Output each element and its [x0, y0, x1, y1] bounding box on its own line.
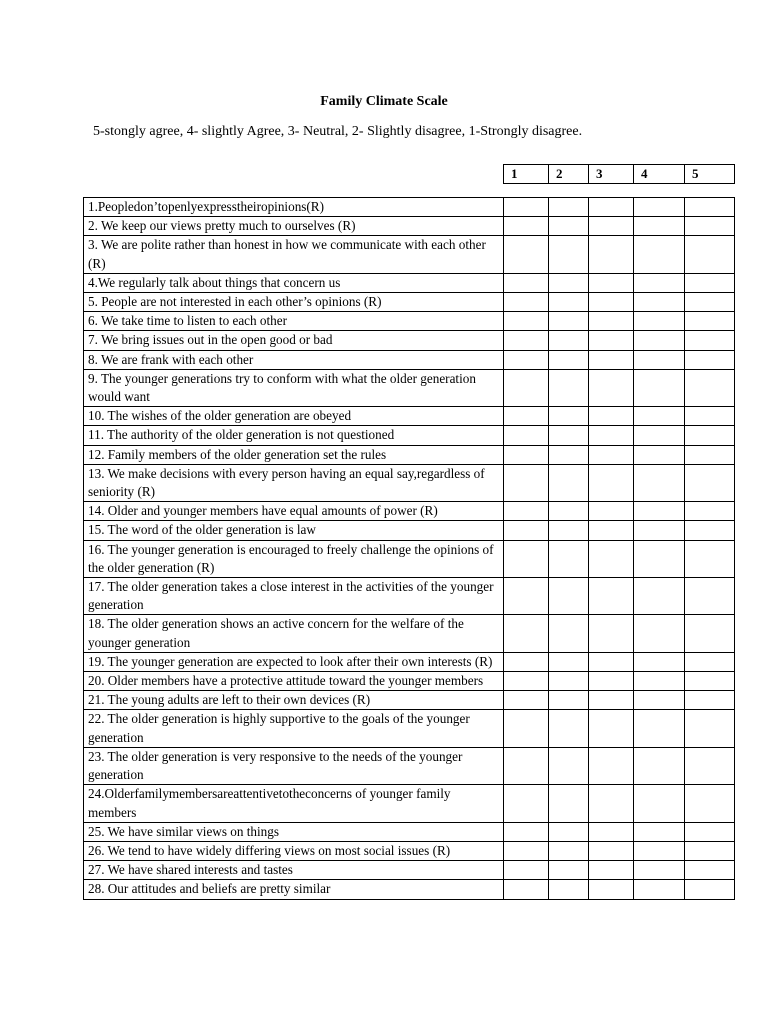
table-row: [84, 710, 735, 747]
response-box-3[interactable]: [589, 822, 634, 841]
response-box-3[interactable]: [589, 785, 634, 822]
response-box-3[interactable]: [589, 672, 634, 691]
response-box-2[interactable]: [549, 822, 589, 841]
item-text: 14. Older and younger members have equal amounts of power (R): [84, 502, 504, 521]
response-box-3[interactable]: [589, 236, 634, 273]
response-box-2[interactable]: [549, 521, 589, 540]
table-row: [84, 350, 735, 369]
response-box-5[interactable]: [685, 672, 735, 691]
response-box-3[interactable]: [589, 273, 634, 292]
response-box-2[interactable]: [549, 841, 589, 860]
response-box-4[interactable]: [634, 502, 685, 521]
response-box-5[interactable]: [685, 822, 735, 841]
response-box-4[interactable]: [634, 312, 685, 331]
response-box-5[interactable]: [685, 407, 735, 426]
response-box-2[interactable]: [549, 578, 589, 615]
table-row: [84, 426, 735, 445]
response-box-4[interactable]: [634, 273, 685, 292]
item-text: 15. The word of the older generation is law: [84, 521, 504, 540]
scale-header-5: 5: [685, 165, 735, 184]
response-box-2[interactable]: [549, 331, 589, 350]
table-row: [84, 691, 735, 710]
response-box-5[interactable]: [685, 521, 735, 540]
response-box-4[interactable]: [634, 880, 685, 899]
response-box-5[interactable]: [685, 652, 735, 671]
response-box-3[interactable]: [589, 217, 634, 236]
response-box-1[interactable]: [504, 861, 549, 880]
response-box-2[interactable]: [549, 198, 589, 217]
table-row: [84, 672, 735, 691]
response-box-2[interactable]: [549, 217, 589, 236]
item-text: 1.Peopledon’topenlyexpresstheiropinions(R): [84, 198, 504, 217]
response-box-1[interactable]: [504, 691, 549, 710]
response-box-3[interactable]: [589, 464, 634, 501]
response-box-3[interactable]: [589, 861, 634, 880]
response-box-4[interactable]: [634, 540, 685, 577]
response-box-1[interactable]: [504, 652, 549, 671]
item-text: 5. People are not interested in each other’s opinions (R): [84, 293, 504, 312]
response-box-2[interactable]: [549, 350, 589, 369]
item-text: 22. The older generation is highly supportive to the goals of the younger generation: [84, 710, 504, 747]
response-box-1[interactable]: [504, 312, 549, 331]
item-text: 20. Older members have a protective attitude toward the younger members: [84, 672, 504, 691]
item-text: 16. The younger generation is encouraged to freely challenge the opinions of the older generation (R): [84, 540, 504, 577]
table-row: [84, 236, 735, 273]
item-text: 8. We are frank with each other: [84, 350, 504, 369]
response-box-1[interactable]: [504, 672, 549, 691]
response-box-5[interactable]: [685, 841, 735, 860]
response-box-3[interactable]: [589, 521, 634, 540]
response-box-2[interactable]: [549, 293, 589, 312]
response-box-1[interactable]: [504, 407, 549, 426]
table-row: [84, 312, 735, 331]
response-box-5[interactable]: [685, 464, 735, 501]
response-box-5[interactable]: [685, 861, 735, 880]
response-box-4[interactable]: [634, 615, 685, 652]
response-box-2[interactable]: [549, 369, 589, 406]
response-box-4[interactable]: [634, 691, 685, 710]
response-box-5[interactable]: [685, 502, 735, 521]
response-box-3[interactable]: [589, 747, 634, 784]
response-box-1[interactable]: [504, 217, 549, 236]
response-box-4[interactable]: [634, 652, 685, 671]
response-box-4[interactable]: [634, 822, 685, 841]
response-box-2[interactable]: [549, 407, 589, 426]
table-row: [84, 880, 735, 899]
scale-header-4: 4: [634, 165, 685, 184]
response-box-3[interactable]: [589, 407, 634, 426]
response-box-1[interactable]: [504, 369, 549, 406]
table-row: [84, 502, 735, 521]
response-box-5[interactable]: [685, 369, 735, 406]
table-row: [84, 747, 735, 784]
table-row: [84, 217, 735, 236]
response-box-5[interactable]: [685, 578, 735, 615]
item-text: 11. The authority of the older generation is not questioned: [84, 426, 504, 445]
response-box-4[interactable]: [634, 672, 685, 691]
table-row: [84, 369, 735, 406]
response-box-3[interactable]: [589, 369, 634, 406]
response-box-4[interactable]: [634, 331, 685, 350]
response-box-2[interactable]: [549, 312, 589, 331]
response-box-1[interactable]: [504, 445, 549, 464]
item-text: 27. We have shared interests and tastes: [84, 861, 504, 880]
response-box-4[interactable]: [634, 861, 685, 880]
table-row: [84, 293, 735, 312]
response-box-4[interactable]: [634, 747, 685, 784]
response-box-3[interactable]: [589, 540, 634, 577]
response-box-1[interactable]: [504, 785, 549, 822]
item-text: 19. The younger generation are expected to look after their own interests (R): [84, 652, 504, 671]
response-box-2[interactable]: [549, 236, 589, 273]
response-box-4[interactable]: [634, 445, 685, 464]
item-text: 9. The younger generations try to conform with what the older generation would want: [84, 369, 504, 406]
response-box-3[interactable]: [589, 502, 634, 521]
response-box-2[interactable]: [549, 710, 589, 747]
response-box-3[interactable]: [589, 615, 634, 652]
response-box-1[interactable]: [504, 502, 549, 521]
response-box-3[interactable]: [589, 652, 634, 671]
response-box-5[interactable]: [685, 540, 735, 577]
response-box-3[interactable]: [589, 331, 634, 350]
item-text: 12. Family members of the older generation set the rules: [84, 445, 504, 464]
response-box-2[interactable]: [549, 540, 589, 577]
scale-header-2: 2: [549, 165, 589, 184]
response-box-3[interactable]: [589, 350, 634, 369]
response-box-1[interactable]: [504, 521, 549, 540]
response-box-5[interactable]: [685, 312, 735, 331]
response-box-2[interactable]: [549, 464, 589, 501]
response-box-4[interactable]: [634, 350, 685, 369]
response-box-5[interactable]: [685, 198, 735, 217]
item-text: 26. We tend to have widely differing views on most social issues (R): [84, 841, 504, 860]
response-box-1[interactable]: [504, 236, 549, 273]
response-box-2[interactable]: [549, 880, 589, 899]
response-box-3[interactable]: [589, 426, 634, 445]
table-row: [84, 785, 735, 822]
response-box-1[interactable]: [504, 578, 549, 615]
response-box-1[interactable]: [504, 710, 549, 747]
response-box-5[interactable]: [685, 217, 735, 236]
item-text: 13. We make decisions with every person having an equal say,regardless of seniority (R): [84, 464, 504, 501]
table-row: [84, 445, 735, 464]
item-text: 10. The wishes of the older generation are obeyed: [84, 407, 504, 426]
scale-header-1: 1: [504, 165, 549, 184]
response-box-1[interactable]: [504, 350, 549, 369]
response-box-1[interactable]: [504, 880, 549, 899]
response-box-5[interactable]: [685, 236, 735, 273]
scale-legend: 5-stongly agree, 4- slightly Agree, 3- Neutral, 2- Slightly disagree, 1-Strongly disagree.: [93, 124, 583, 139]
response-box-5[interactable]: [685, 880, 735, 899]
item-text: 18. The older generation shows an active concern for the welfare of the younger generation: [84, 615, 504, 652]
response-box-1[interactable]: [504, 426, 549, 445]
table-row: [84, 464, 735, 501]
response-box-3[interactable]: [589, 691, 634, 710]
scale-header-table: [503, 164, 735, 184]
response-box-4[interactable]: [634, 426, 685, 445]
response-box-3[interactable]: [589, 198, 634, 217]
table-row: [84, 861, 735, 880]
response-box-1[interactable]: [504, 198, 549, 217]
response-box-4[interactable]: [634, 521, 685, 540]
response-box-4[interactable]: [634, 841, 685, 860]
response-box-1[interactable]: [504, 747, 549, 784]
response-box-1[interactable]: [504, 273, 549, 292]
response-box-4[interactable]: [634, 369, 685, 406]
item-text: 3. We are polite rather than honest in how we communicate with each other (R): [84, 236, 504, 273]
response-box-3[interactable]: [589, 710, 634, 747]
response-box-1[interactable]: [504, 615, 549, 652]
response-box-4[interactable]: [634, 198, 685, 217]
scale-header-3: 3: [589, 165, 634, 184]
response-box-1[interactable]: [504, 540, 549, 577]
response-box-4[interactable]: [634, 464, 685, 501]
response-box-2[interactable]: [549, 445, 589, 464]
response-box-4[interactable]: [634, 217, 685, 236]
response-box-5[interactable]: [685, 445, 735, 464]
response-box-3[interactable]: [589, 841, 634, 860]
response-box-2[interactable]: [549, 672, 589, 691]
response-box-3[interactable]: [589, 312, 634, 331]
response-box-2[interactable]: [549, 426, 589, 445]
response-box-1[interactable]: [504, 822, 549, 841]
page-title: Family Climate Scale: [320, 94, 448, 109]
item-text: 17. The older generation takes a close interest in the activities of the younger generation: [84, 578, 504, 615]
items-table: [83, 197, 735, 900]
table-row: [84, 540, 735, 577]
table-row: [84, 407, 735, 426]
item-text: 6. We take time to listen to each other: [84, 312, 504, 331]
response-box-5[interactable]: [685, 785, 735, 822]
response-box-1[interactable]: [504, 293, 549, 312]
item-text: 7. We bring issues out in the open good or bad: [84, 331, 504, 350]
item-text: 28. Our attitudes and beliefs are pretty similar: [84, 880, 504, 899]
response-box-5[interactable]: [685, 747, 735, 784]
item-text: 25. We have similar views on things: [84, 822, 504, 841]
response-box-5[interactable]: [685, 710, 735, 747]
response-box-5[interactable]: [685, 615, 735, 652]
response-box-5[interactable]: [685, 331, 735, 350]
item-text: 4.We regularly talk about things that concern us: [84, 273, 504, 292]
response-box-2[interactable]: [549, 652, 589, 671]
table-row: [84, 615, 735, 652]
response-box-2[interactable]: [549, 502, 589, 521]
response-box-3[interactable]: [589, 880, 634, 899]
response-box-2[interactable]: [549, 861, 589, 880]
response-box-2[interactable]: [549, 785, 589, 822]
response-box-4[interactable]: [634, 710, 685, 747]
response-box-5[interactable]: [685, 350, 735, 369]
response-box-2[interactable]: [549, 615, 589, 652]
item-text: 24.Olderfamilymembersareattentivetotheconcerns of younger family members: [84, 785, 504, 822]
response-box-4[interactable]: [634, 578, 685, 615]
table-row: [84, 521, 735, 540]
table-row: [84, 841, 735, 860]
response-box-3[interactable]: [589, 578, 634, 615]
table-row: [84, 822, 735, 841]
response-box-1[interactable]: [504, 464, 549, 501]
response-box-2[interactable]: [549, 691, 589, 710]
response-box-5[interactable]: [685, 426, 735, 445]
response-box-4[interactable]: [634, 785, 685, 822]
response-box-4[interactable]: [634, 407, 685, 426]
response-box-2[interactable]: [549, 273, 589, 292]
table-row: [84, 578, 735, 615]
table-row: [84, 273, 735, 292]
table-row: [84, 652, 735, 671]
response-box-3[interactable]: [589, 445, 634, 464]
table-row: [84, 198, 735, 217]
response-box-2[interactable]: [549, 747, 589, 784]
item-text: 2. We keep our views pretty much to ourselves (R): [84, 217, 504, 236]
response-box-1[interactable]: [504, 841, 549, 860]
response-box-5[interactable]: [685, 691, 735, 710]
table-row: [84, 331, 735, 350]
item-text: 21. The young adults are left to their own devices (R): [84, 691, 504, 710]
scale-header-row: [504, 165, 735, 184]
response-box-4[interactable]: [634, 293, 685, 312]
response-box-3[interactable]: [589, 293, 634, 312]
response-box-1[interactable]: [504, 331, 549, 350]
response-box-5[interactable]: [685, 293, 735, 312]
response-box-5[interactable]: [685, 273, 735, 292]
item-text: 23. The older generation is very responsive to the needs of the younger generation: [84, 747, 504, 784]
response-box-4[interactable]: [634, 236, 685, 273]
